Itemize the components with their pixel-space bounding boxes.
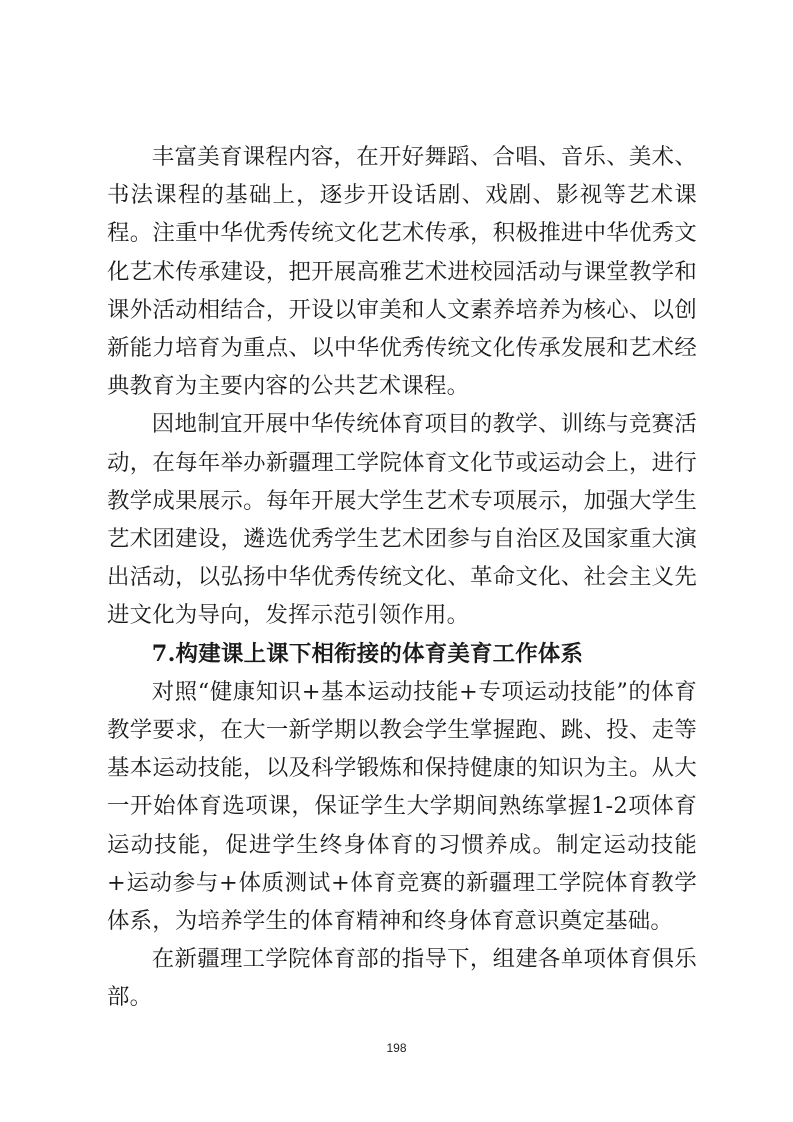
section-heading: 7.构建课上课下相衔接的体育美育工作体系	[151, 640, 584, 667]
paragraph-art-curriculum: 丰富美育课程内容，在开好舞蹈、合唱、音乐、美术、书法课程的基础上，逐步开设话剧、戏剧、影视等艺术课程。注重中华优秀传统文化艺术传承，积极推进中华优秀文化艺术传承建设，把开展高雅艺术进校园活动与课堂教学和课外活动相结合，开设以审美和人文素养培养为核心、以创新能力培育为重点、以中华优秀传统文化传承发展和艺术经典教育为主要内容的公共艺术课程。	[107, 144, 697, 400]
paragraph-pe-teaching-system: 对照“健康知识+基本运动技能+专项运动技能”的体育教学要求，在大一新学期以教会学生掌握跑、跳、投、走等基本运动技能，以及科学锻炼和保持健康的知识为主。从大一开始体育选项课，保证学生大学期间熟练掌握1-2项体育运动技能，促进学生终身体育的习惯养成。制定运动技能+运动参与+体质测试+体育竞赛的新疆理工学院体育教学体系，为培养学生的体育精神和终身体育意识奠定基础。	[107, 678, 697, 935]
paragraph-sports-clubs: 在新疆理工学院体育部的指导下，组建各单项体育俱乐部。	[107, 946, 697, 1011]
paragraph-traditional-sports: 因地制宜开展中华传统体育项目的教学、训练与竞赛活动，在每年举办新疆理工学院体育文化节或运动会上，进行教学成果展示。每年开展大学生艺术专项展示，加强大学生艺术团建设，遴选优秀学生艺术团参与自治区及国家重大演出活动，以弘扬中华优秀传统文化、革命文化、社会主义先进文化为导向，发挥示范引领作用。	[107, 411, 697, 629]
page-body	[107, 138, 697, 1017]
page-number: 198	[386, 1041, 407, 1055]
